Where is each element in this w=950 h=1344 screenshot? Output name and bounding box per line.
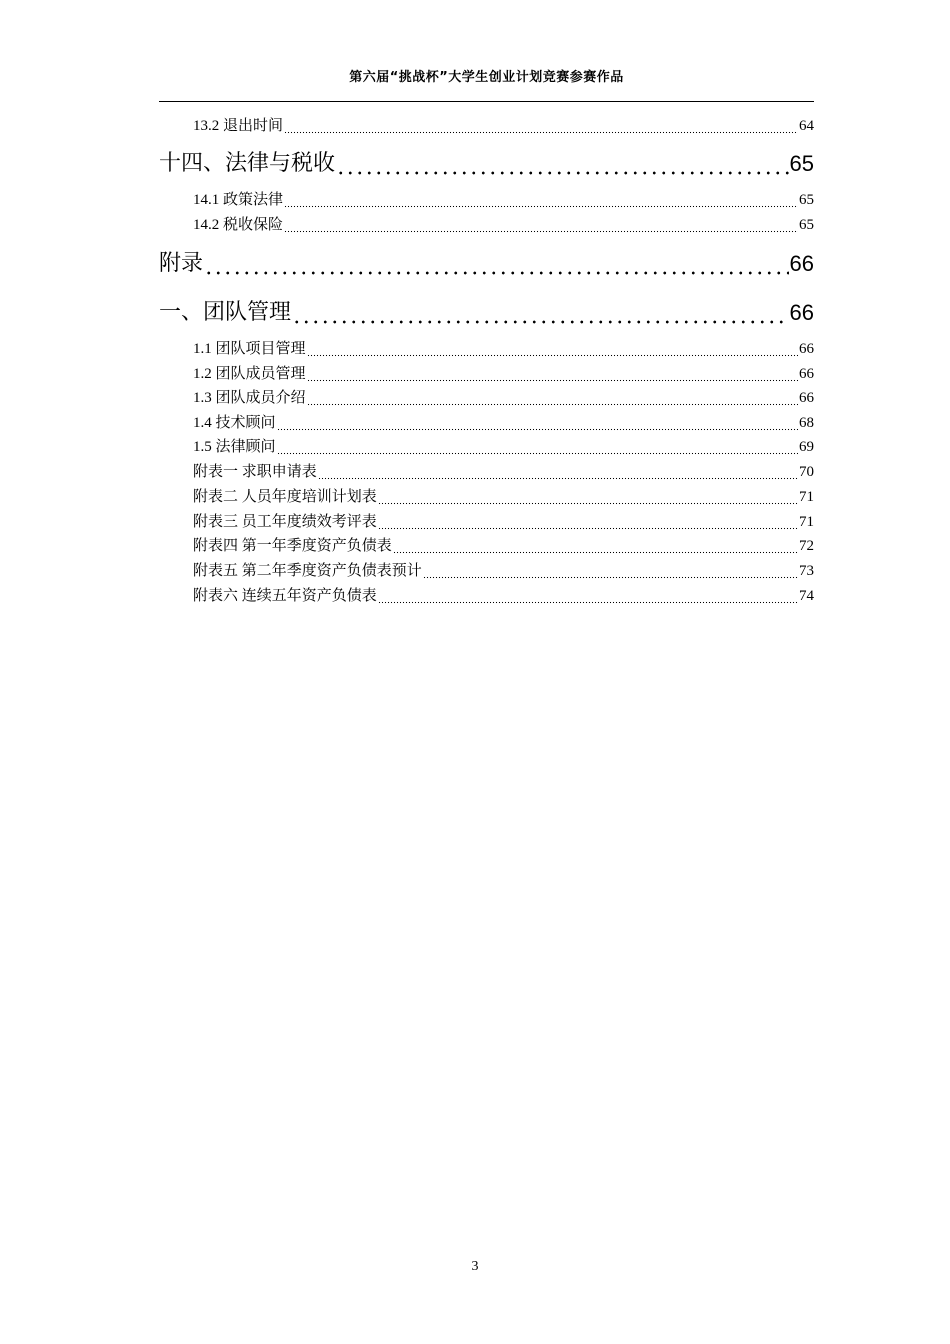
- dot-leader: [277, 437, 798, 457]
- toc-entry-page: 71: [799, 514, 814, 530]
- toc-entry[interactable]: [193, 437, 814, 457]
- toc-entry-title: 附表四 第一年季度资产负债表: [193, 538, 392, 554]
- dot-leader: [284, 116, 798, 136]
- toc-entry-page: 66: [799, 366, 814, 382]
- toc-entry-page: 65: [799, 217, 814, 233]
- toc-entry-title: 附录: [159, 251, 204, 276]
- toc-entry-title: 附表五 第二年季度资产负债表预计: [193, 563, 422, 579]
- toc-entry[interactable]: [193, 487, 814, 507]
- dot-leader: [277, 413, 798, 433]
- toc-entry[interactable]: [159, 298, 814, 328]
- toc-entry-page: 65: [799, 192, 814, 208]
- toc-entry[interactable]: [193, 586, 814, 606]
- toc-entry-page: 65: [789, 151, 814, 176]
- toc-entry-title: 附表二 人员年度培训计划表: [193, 489, 377, 505]
- toc-entry-page: 64: [799, 118, 814, 134]
- toc-entry[interactable]: [193, 413, 814, 433]
- dot-leader: [284, 215, 798, 235]
- dot-leader: [307, 364, 798, 384]
- toc-entry[interactable]: [193, 339, 814, 359]
- toc-entry-title: 14.2 税收保险: [193, 217, 284, 233]
- toc-entry-title: 附表一 求职申请表: [193, 464, 317, 480]
- toc-entry[interactable]: [159, 249, 814, 279]
- toc-entry[interactable]: [193, 536, 814, 556]
- page-number: 3: [471, 1259, 479, 1274]
- toc-entry[interactable]: [193, 512, 814, 532]
- dot-leader: [318, 462, 798, 482]
- toc-entry-title: 1.5 法律顾问: [193, 439, 276, 455]
- dot-leader: [336, 149, 789, 179]
- dot-leader: [423, 561, 798, 581]
- dot-leader: [378, 586, 798, 606]
- dot-leader: [307, 388, 798, 408]
- dot-leader: [378, 487, 798, 507]
- toc-entry-page: 66: [789, 300, 814, 325]
- header-rule: [159, 101, 814, 102]
- toc-entry[interactable]: [193, 364, 814, 384]
- toc-entry-page: 74: [799, 588, 814, 604]
- toc-entry[interactable]: [193, 116, 814, 136]
- toc-entry-title: 附表六 连续五年资产负债表: [193, 588, 377, 604]
- toc-entry-page: 66: [799, 390, 814, 406]
- dot-leader: [378, 512, 798, 532]
- toc-entry-title: 十四、法律与税收: [159, 151, 336, 176]
- toc-entry[interactable]: [193, 388, 814, 408]
- toc-entry-title: 14.1 政策法律: [193, 192, 284, 208]
- toc-entry-title: 1.2 团队成员管理: [193, 366, 306, 382]
- toc-entry-page: 70: [799, 464, 814, 480]
- dot-leader: [292, 298, 789, 328]
- toc-entry-title: 一、团队管理: [159, 300, 292, 325]
- toc-entry-page: 68: [799, 415, 814, 431]
- toc-entry-title: 13.2 退出时间: [193, 118, 284, 134]
- dot-leader: [307, 339, 798, 359]
- toc-entry-page: 71: [799, 489, 814, 505]
- toc-entry-title: 1.3 团队成员介绍: [193, 390, 306, 406]
- toc-entry[interactable]: [159, 149, 814, 179]
- toc-entry[interactable]: [193, 190, 814, 210]
- dot-leader: [393, 536, 798, 556]
- page-header: 第六届“挑战杯”大学生创业计划竞赛参赛作品: [349, 70, 624, 85]
- toc-entry[interactable]: [193, 215, 814, 235]
- toc-entry-title: 1.4 技术顾问: [193, 415, 276, 431]
- toc-entry-page: 66: [799, 341, 814, 357]
- toc-entry-page: 73: [799, 563, 814, 579]
- toc-entry-title: 1.1 团队项目管理: [193, 341, 306, 357]
- toc-entry[interactable]: [193, 462, 814, 482]
- toc-entry-page: 72: [799, 538, 814, 554]
- dot-leader: [204, 249, 789, 279]
- toc-entry-page: 69: [799, 439, 814, 455]
- toc-entry-page: 66: [789, 251, 814, 276]
- dot-leader: [284, 190, 798, 210]
- toc-entry-title: 附表三 员工年度绩效考评表: [193, 514, 377, 530]
- toc-entry[interactable]: [193, 561, 814, 581]
